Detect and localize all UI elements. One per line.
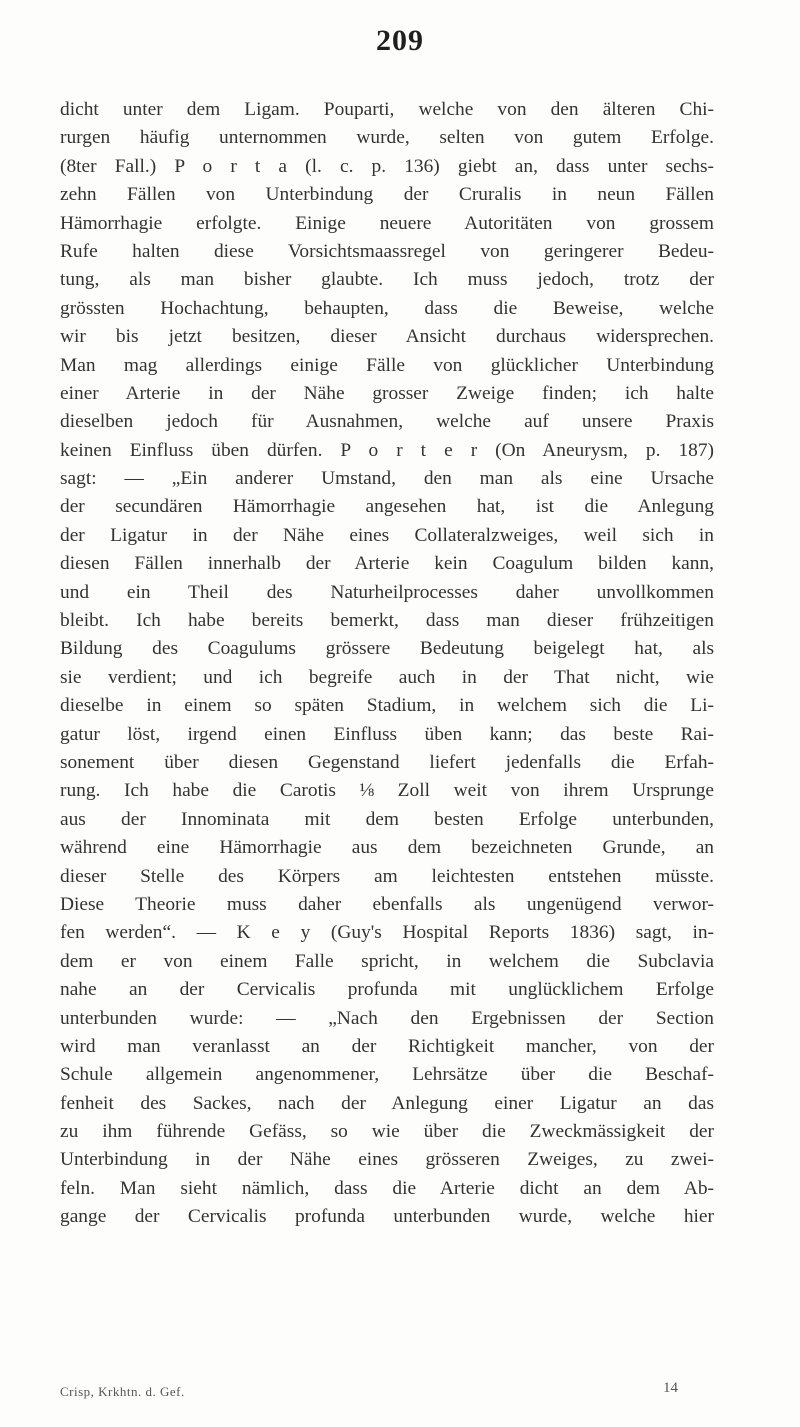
body-text [60, 96, 714, 1232]
text-line: (8ter Fall.) P o r t a (l. c. p. 136) giebt an, dass unter sechs- [60, 155, 714, 177]
text-line: rung. Ich habe die Carotis ⅛ Zoll weit von ihrem Ursprunge [60, 780, 714, 802]
text-line: Rufe halten diese Vorsichtsmaassregel von geringerer Bedeu- [60, 240, 714, 262]
text-line: feln. Man sieht nämlich, dass die Arterie dicht an dem Ab- [60, 1177, 714, 1199]
text-line: rurgen häufig unternommen wurde, selten von gutem Erfolge. [60, 127, 714, 149]
text-line: gatur löst, irgend einen Einfluss üben kann; das beste Rai- [60, 723, 714, 745]
text-line: unterbunden wurde: — „Nach den Ergebnissen der Section [60, 1007, 714, 1029]
text-line: Man mag allerdings einige Fälle von glücklicher Unterbindung [60, 354, 714, 376]
text-line: keinen Einfluss üben dürfen. P o r t e r (On Aneurysm, p. 187) [60, 439, 714, 461]
text-line: gange der Cervicalis profunda unterbunden wurde, welche hier [60, 1206, 714, 1228]
text-line: fen werden“. — K e y (Guy's Hospital Reports 1836) sagt, in- [60, 922, 714, 944]
text-line: Hämorrhagie erfolgte. Einige neuere Autoritäten von grossem [60, 212, 714, 234]
footer-signature: Crisp, Krkhtn. d. Gef. [60, 1384, 185, 1399]
text-line: bleibt. Ich habe bereits bemerkt, dass man dieser frühzeitigen [60, 610, 714, 632]
text-line: fenheit des Sackes, nach der Anlegung einer Ligatur an das [60, 1092, 714, 1114]
text-line: nahe an der Cervicalis profunda mit unglücklichem Erfolge [60, 979, 714, 1001]
text-line: der Ligatur in der Nähe eines Collateralzweiges, weil sich in [60, 524, 714, 546]
text-line: dicht unter dem Ligam. Pouparti, welche von den älteren Chi- [60, 99, 714, 120]
text-line: Schule allgemein angenommener, Lehrsätze über die Beschaf- [60, 1064, 714, 1086]
page-footer [60, 1380, 714, 1404]
text-line: der secundären Hämorrhagie angesehen hat, ist die Anlegung [60, 496, 714, 518]
text-line: dieselben jedoch für Ausnahmen, welche auf unsere Praxis [60, 411, 714, 433]
text-line: sagt: — „Ein anderer Umstand, den man als eine Ursache [60, 468, 714, 490]
text-line: sonement über diesen Gegenstand liefert jedenfalls die Erfah- [60, 751, 714, 773]
text-line: dem er von einem Falle spricht, in welchem die Subclavia [60, 950, 714, 972]
text-line: aus der Innominata mit dem besten Erfolge unterbunden, [60, 808, 714, 830]
text-line: sie verdient; und ich begreife auch in der That nicht, wie [60, 666, 714, 688]
page-number: 209 [376, 24, 424, 57]
text-line: zu ihm führende Gefäss, so wie über die Zweckmässigkeit der [60, 1121, 714, 1143]
text-line: wir bis jetzt besitzen, dieser Ansicht durchaus widersprechen. [60, 326, 714, 348]
text-line: diesen Fällen innerhalb der Arterie kein Coagulum bilden kann, [60, 553, 714, 575]
text-line: während eine Hämorrhagie aus dem bezeichneten Grunde, an [60, 837, 714, 859]
sheet-number: 14 [663, 1380, 678, 1396]
text-line: einer Arterie in der Nähe grosser Zweige finden; ich halte [60, 382, 714, 404]
text-line: Unterbindung in der Nähe eines grösseren Zweiges, zu zwei- [60, 1149, 714, 1171]
text-line: Bildung des Coagulums grössere Bedeutung beigelegt hat, als [60, 638, 714, 660]
text-line: dieser Stelle des Körpers am leichtesten entstehen müsste. [60, 865, 714, 887]
text-line: Diese Theorie muss daher ebenfalls als ungenügend verwor- [60, 893, 714, 915]
text-line: wird man veranlasst an der Richtigkeit mancher, von der [60, 1035, 714, 1057]
text-line: tung, als man bisher glaubte. Ich muss jedoch, trotz der [60, 269, 714, 291]
text-line: grössten Hochachtung, behaupten, dass die Beweise, welche [60, 297, 714, 319]
text-line: zehn Fällen von Unterbindung der Cruralis in neun Fällen [60, 184, 714, 206]
text-line: dieselbe in einem so späten Stadium, in welchem sich die Li- [60, 695, 714, 717]
text-line: und ein Theil des Naturheilprocesses daher unvollkommen [60, 581, 714, 603]
